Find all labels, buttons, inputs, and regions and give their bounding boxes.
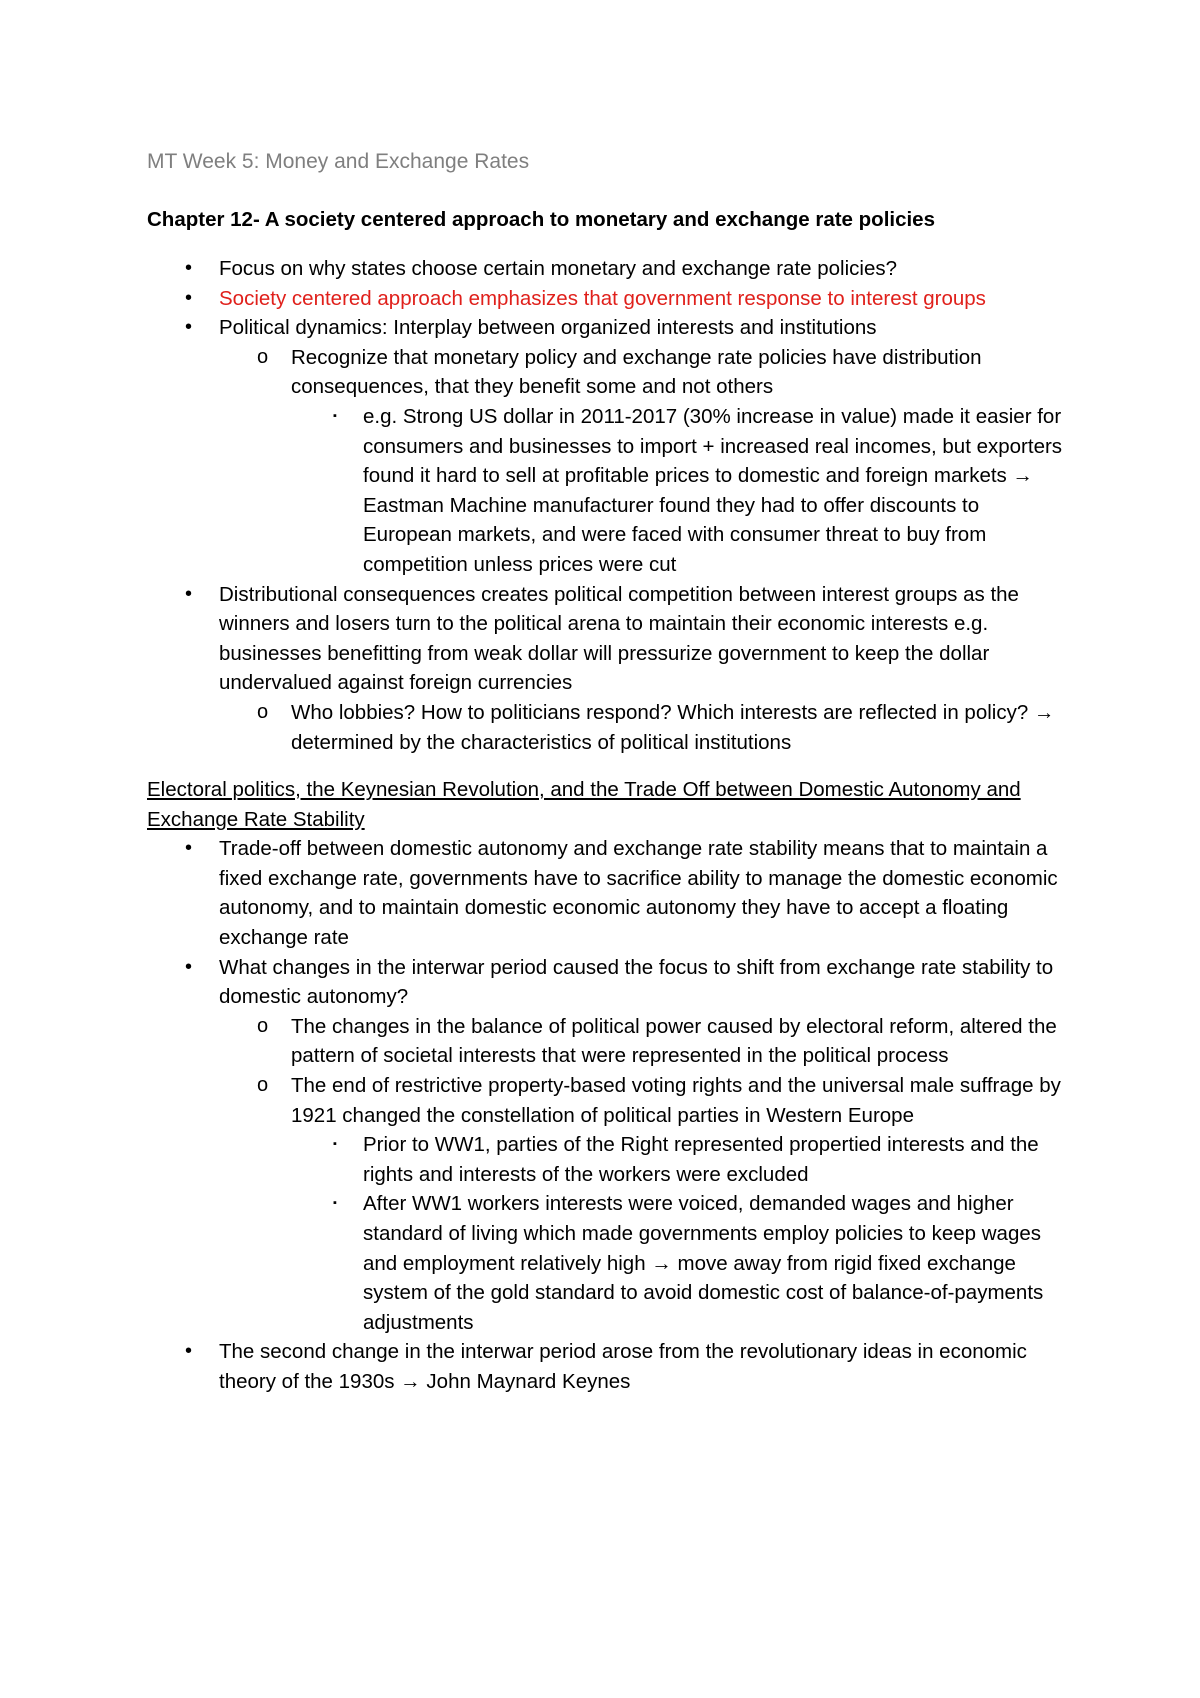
section1-list xyxy=(147,254,1067,757)
circle-marker: o xyxy=(257,345,269,368)
list-item xyxy=(147,834,1067,952)
list-item xyxy=(219,343,1067,580)
list-item-text: After WW1 workers interests were voiced, demanded wages and higher standard of living which made governments employ policies to keep wages and employment relatively high xyxy=(363,1192,1042,1275)
list-item-text: determined by the characteristics of political institutions xyxy=(291,730,792,754)
list-item-text: Prior to WW1, parties of the Right represented propertied interests and the rights and interests of the workers were excluded xyxy=(363,1133,1039,1186)
list-item xyxy=(147,254,1067,284)
list-item-text: The end of restrictive property-based voting rights and the universal male suffrage by 1921 changed the constellation of political parties in Western Europe xyxy=(291,1074,1061,1127)
list-item-text: John Maynard Keynes xyxy=(426,1369,631,1393)
square-marker: ▪ xyxy=(333,1197,337,1210)
document-title: MT Week 5: Money and Exchange Rates xyxy=(147,150,530,173)
list-item-text: Eastman Machine manufacturer found they had to offer discounts to European markets, and were faced with consumer threat to buy from competition unless prices were cut xyxy=(363,493,987,576)
sub-list xyxy=(219,1012,1067,1338)
sub-list xyxy=(219,343,1067,580)
bullet-marker: • xyxy=(185,837,193,860)
list-item-text: The changes in the balance of political power caused by electoral reform, altered the pattern of societal interests that were represented in the political process xyxy=(291,1014,1057,1068)
arrow-icon: → xyxy=(1033,700,1055,724)
list-item-text: The second change in the interwar period arose from the revolutionary ideas in economic theory of the 1930s xyxy=(219,1340,1027,1393)
list-item xyxy=(219,698,1067,757)
sub-sub-list xyxy=(291,402,1067,580)
arrow-icon: → xyxy=(651,1251,672,1275)
circle-marker: o xyxy=(257,700,269,723)
list-item xyxy=(147,1337,1067,1396)
section-heading: Electoral politics, the Keynesian Revolution, and the Trade Off between Domestic Autonomy and Exchange Rate Stability xyxy=(147,778,1021,831)
list-item xyxy=(147,580,1067,758)
list-item xyxy=(219,1071,1067,1337)
list-item xyxy=(147,953,1067,1338)
bullet-marker: • xyxy=(185,316,193,339)
arrow-icon: → xyxy=(400,1369,421,1393)
bullet-marker: • xyxy=(185,582,193,605)
section2-list xyxy=(147,834,1067,1396)
list-item-text: What changes in the interwar period caused the focus to shift from exchange rate stability to domestic autonomy? xyxy=(219,955,1054,1009)
list-item-text: Trade-off between domestic autonomy and exchange rate stability means that to maintain a fixed exchange rate, governments have to sacrifice ability to manage the domestic economic autonomy, and to maintain domestic economic autonomy they have to accept a floating exchange rate xyxy=(219,837,1058,950)
bullet-marker: • xyxy=(185,1340,193,1363)
chapter-heading: Chapter 12- A society centered approach to monetary and exchange rate policies xyxy=(147,208,935,231)
list-item-text: Distributional consequences creates political competition between interest groups as the winners and losers turn to the political arena to maintain their economic interests e.g. businesses benefitting from weak dollar will pressurize government to keep the dollar undervalued against foreign currencies xyxy=(219,582,1019,695)
sub-list xyxy=(219,698,1067,757)
list-item-text: e.g. Strong US dollar in 2011-2017 (30% increase in value) made it easier for consumers and businesses to import + increased real incomes, but exporters found it hard to sell at profitable prices to domestic and foreign markets xyxy=(363,404,1063,488)
circle-marker: o xyxy=(257,1074,269,1097)
list-item xyxy=(291,1189,1067,1337)
highlighted-text: Society centered approach emphasizes that government response to interest groups xyxy=(219,286,986,310)
list-item-text: Who lobbies? How to politicians respond? Which interests are reflected in policy? xyxy=(291,700,1029,724)
list-item-text: move away from rigid fixed exchange system of the gold standard to avoid domestic cost of balance-of-payments adjustments xyxy=(363,1251,1044,1334)
list-item-text: Focus on why states choose certain monetary and exchange rate policies? xyxy=(219,257,898,280)
list-item-text: Political dynamics: Interplay between organized interests and institutions xyxy=(219,316,877,340)
bullet-marker: • xyxy=(185,286,193,309)
arrow-icon: → xyxy=(1012,464,1034,488)
list-item xyxy=(291,402,1067,580)
list-item xyxy=(219,1012,1067,1071)
list-item xyxy=(291,1130,1067,1189)
list-item xyxy=(147,284,1067,314)
circle-marker: o xyxy=(257,1014,269,1037)
list-item xyxy=(147,313,1067,579)
bullet-marker: • xyxy=(185,257,193,279)
sub-sub-list xyxy=(291,1130,1067,1337)
list-item-text: Recognize that monetary policy and exchange rate policies have distribution consequences, that they benefit some and not others xyxy=(291,345,982,399)
bullet-marker: • xyxy=(185,955,193,978)
square-marker: ▪ xyxy=(333,409,337,422)
square-marker: ▪ xyxy=(333,1138,337,1151)
